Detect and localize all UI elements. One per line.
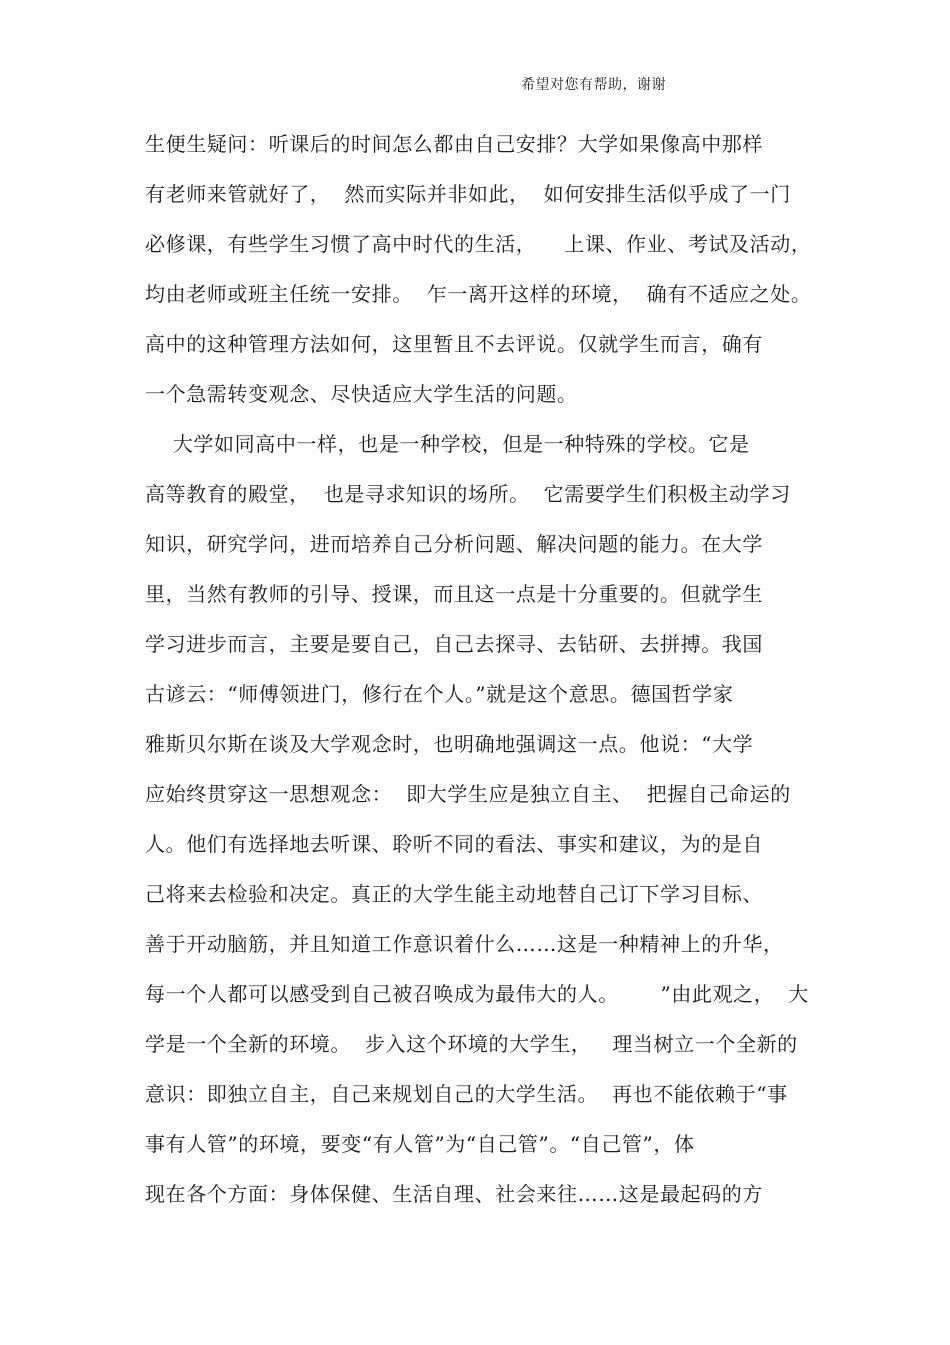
text-line: 高等教育的殿堂， 也是寻求知识的场所。 它需要学生们积极主动学习 [145, 482, 791, 506]
text-line: 里，当然有教师的引导、授课，而且这一点是十分重要的。但就学生 [145, 582, 763, 606]
text-line: 古谚云：“师傅领进门，修行在个人。”就是这个意思。德国哲学家 [145, 682, 734, 706]
text-line: 一个急需转变观念、尽快适应大学生活的问题。 [145, 382, 578, 406]
page-header: 希望对您有帮助，谢谢 [521, 77, 666, 93]
text-line: 学是一个全新的环境。 步入这个环境的大学生， 理当树立一个全新的 [145, 1032, 798, 1056]
text-line: 己将来去检验和决定。真正的大学生能主动地替自己订下学习目标、 [145, 882, 763, 906]
text-line: 大学如同高中一样，也是一种学校，但是一种特殊的学校。它是 [145, 432, 750, 456]
text-line: 善于开动脑筋，并且知道工作意识着什么……这是一种精神上的升华， [145, 932, 784, 956]
text-line: 有老师来管就好了， 然而实际并非如此， 如何安排生活似乎成了一门 [145, 182, 791, 206]
text-line: 雅斯贝尔斯在谈及大学观念时，也明确地强调这一点。他说：“大学 [145, 732, 754, 756]
text-line: 现在各个方面：身体保健、生活自理、社会来往……这是最起码的方 [145, 1182, 763, 1206]
text-line: 人。他们有选择地去听课、聆听不同的看法、事实和建议，为的是自 [145, 832, 763, 856]
text-line: 应始终贯穿这一思想观念： 即大学生应是独立自主、 把握自己命运的 [145, 782, 791, 806]
text-line: 意识：即独立自主，自己来规划自己的大学生活。 再也不能依赖于“事 [145, 1082, 788, 1106]
text-line: 生便生疑问：听课后的时间怎么都由自己安排？大学如果像高中那样 [145, 132, 763, 156]
text-line: 知识，研究学问，进而培养自己分析问题、解决问题的能力。在大学 [145, 532, 763, 556]
text-line: 高中的这种管理方法如何，这里暂且不去评说。仅就学生而言，确有 [145, 332, 763, 356]
text-line: 学习进步而言，主要是要自己，自己去探寻、去钻研、去拼搏。我国 [145, 632, 763, 656]
text-line: 必修课，有些学生习惯了高中时代的生活， 上课、作业、考试及活动， [145, 232, 812, 256]
text-line: 均由老师或班主任统一安排。 乍一离开这样的环境， 确有不适应之处。 [145, 282, 812, 306]
text-line: 每一个人都可以感受到自己被召唤成为最伟大的人。 ”由此观之， 大 [145, 982, 809, 1006]
text-line: 事有人管”的环境，要变“有人管”为“自己管”。“自己管”，体 [145, 1132, 695, 1156]
